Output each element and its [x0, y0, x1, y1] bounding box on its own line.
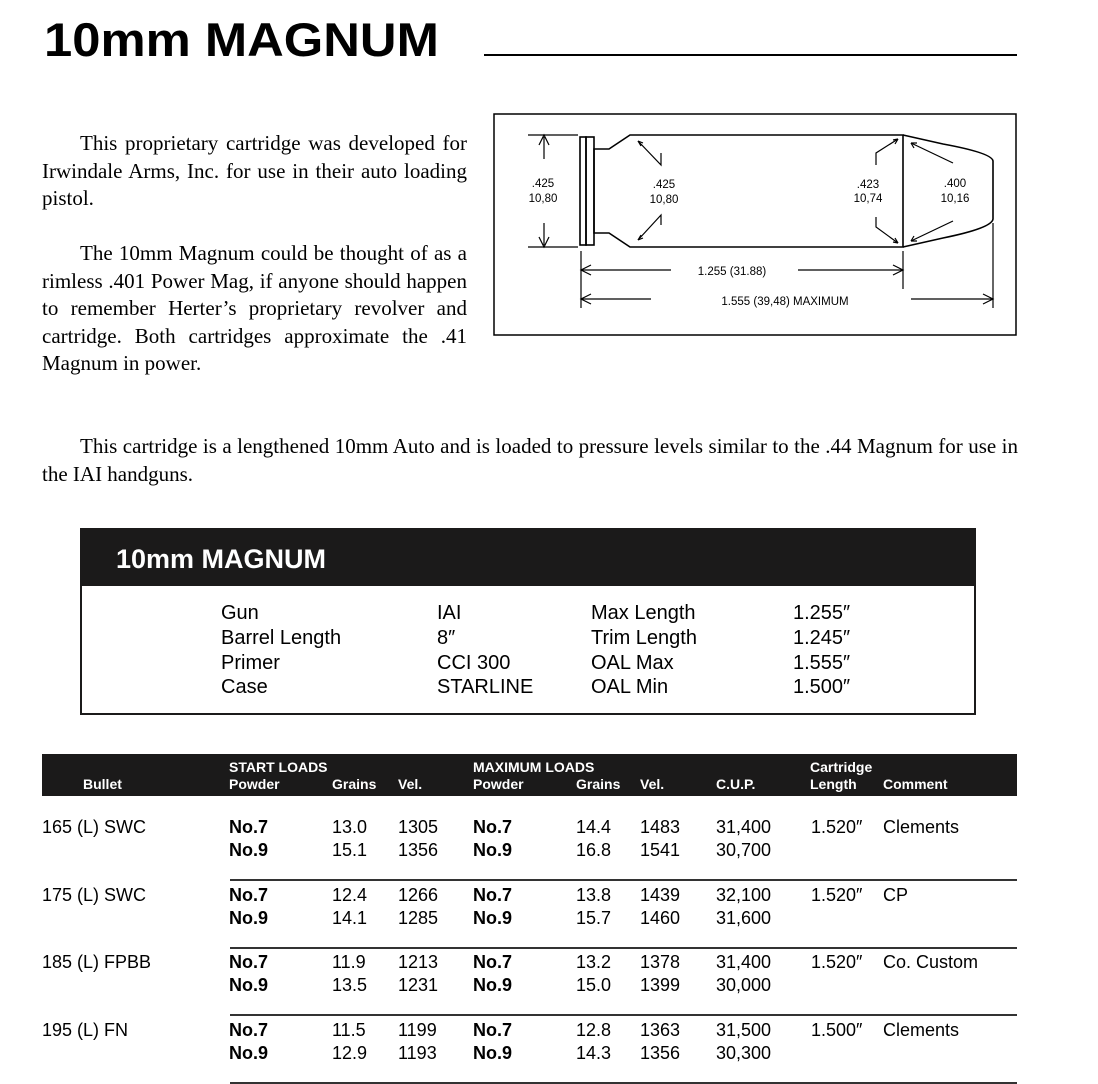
- max-velocity: 1439: [640, 885, 681, 905]
- spec-grid: [82, 602, 974, 701]
- max-velocity: 1378: [640, 952, 681, 972]
- comment: Clements: [883, 817, 960, 837]
- header-max-grains: Grains: [576, 776, 621, 792]
- max-grains: 12.8: [576, 1020, 612, 1040]
- max-velocity: 1541: [640, 840, 681, 860]
- cartridge-length: 1.520″: [811, 885, 863, 905]
- start-velocity: 1213: [398, 952, 439, 972]
- base-diameter-mm: 10,80: [649, 194, 679, 206]
- spec-row: [82, 676, 974, 701]
- max-grains: 13.8: [576, 885, 612, 905]
- start-powder: No.7: [229, 952, 269, 972]
- header-maximum-loads: MAXIMUM LOADS: [473, 759, 595, 775]
- mouth-dimension: [876, 139, 898, 243]
- cup-pressure: 31,500: [716, 1020, 772, 1040]
- start-velocity: 1266: [398, 885, 439, 905]
- spec-label: OAL Max: [591, 651, 674, 674]
- spec-label: Trim Length: [591, 626, 697, 649]
- start-grains: 11.9: [332, 952, 366, 972]
- header-cup: C.U.P.: [716, 776, 756, 792]
- header-max-powder: Powder: [473, 776, 524, 792]
- header-start-vel: Vel.: [398, 776, 423, 792]
- max-grains: 15.0: [576, 975, 612, 995]
- max-velocity: 1356: [640, 1043, 681, 1063]
- spec-value: 1.245″: [793, 626, 851, 649]
- base-diameter-inch: .425: [652, 179, 676, 191]
- cup-pressure: 32,100: [716, 885, 772, 905]
- load-group: [42, 1016, 1017, 1084]
- spec-label: Gun: [221, 602, 259, 624]
- max-velocity: 1363: [640, 1020, 681, 1040]
- max-powder: No.9: [473, 975, 513, 995]
- load-group: [42, 813, 1017, 881]
- header-start-grains: Grains: [332, 776, 377, 792]
- cartridge-outline: [580, 135, 993, 247]
- max-powder: No.7: [473, 1020, 513, 1040]
- max-powder: No.9: [473, 1043, 513, 1063]
- start-velocity: 1285: [398, 908, 439, 928]
- start-powder: No.7: [229, 1020, 269, 1040]
- spec-value: 1.255″: [793, 602, 851, 624]
- max-powder: No.7: [473, 885, 513, 905]
- start-powder: No.9: [229, 908, 269, 928]
- start-grains: 12.4: [332, 885, 368, 905]
- start-grains: 14.1: [332, 908, 368, 928]
- max-grains: 16.8: [576, 840, 612, 860]
- start-grains: 13.0: [332, 817, 368, 837]
- start-velocity: 1193: [398, 1043, 437, 1063]
- rim-diameter-inch: .425: [531, 178, 555, 190]
- bullet-name: 165 (L) SWC: [42, 817, 147, 837]
- start-velocity: 1231: [398, 975, 439, 995]
- comment: CP: [883, 885, 909, 905]
- max-powder: No.9: [473, 840, 513, 860]
- header-bullet: Bullet: [83, 776, 122, 792]
- spec-value: 1.500″: [793, 676, 851, 699]
- start-velocity: 1199: [398, 1020, 437, 1040]
- oal-label: 1.555 (39,48) MAXIMUM: [721, 296, 849, 308]
- spec-label: Barrel Length: [221, 626, 342, 649]
- bullet-diameter-inch: .400: [943, 178, 967, 190]
- mouth-diameter-mm: 10,74: [853, 193, 883, 205]
- max-grains: 14.4: [576, 817, 612, 837]
- pressure-paragraph: This cartridge is a lengthened 10mm Auto and is loaded to pressure levels similar to the .44 Magnum for use in the IAI handguns.: [42, 434, 1018, 486]
- start-grains: 11.5: [332, 1020, 366, 1040]
- rim-dimension: [528, 135, 578, 247]
- spec-value: 8″: [437, 626, 456, 649]
- cartridge-drawing: [493, 113, 1017, 336]
- bullet-diameter-mm: 10,16: [940, 193, 970, 205]
- cup-pressure: 31,600: [716, 908, 772, 928]
- loads-table-header: [42, 754, 1017, 796]
- header-cartridge: Cartridge: [810, 759, 873, 775]
- cup-pressure: 31,400: [716, 952, 772, 972]
- comparison-paragraph: The 10mm Magnum could be thought of as a rimless .401 Power Mag, if anyone should happen to remember Herter’s proprietary revolver and cartridge. Both cartridges approximate the .41 Magnum in power.: [42, 241, 467, 375]
- rim-diameter-mm: 10,80: [528, 193, 558, 205]
- max-velocity: 1483: [640, 817, 681, 837]
- spec-row: [82, 627, 974, 652]
- cartridge-length: 1.520″: [811, 952, 863, 972]
- mouth-diameter-inch: .423: [856, 179, 880, 191]
- bullet-name: 185 (L) FPBB: [42, 952, 152, 972]
- max-velocity: 1460: [640, 908, 681, 928]
- max-grains: 13.2: [576, 952, 612, 972]
- intro-paragraph: This proprietary cartridge was developed for Irwindale Arms, Inc. for use in their auto loading pistol.: [42, 131, 467, 210]
- comment: Clements: [883, 1020, 960, 1040]
- max-grains: 14.3: [576, 1043, 612, 1063]
- page-title: 10mm MAGNUM: [44, 13, 439, 66]
- bullet-name: 195 (L) FN: [42, 1020, 129, 1040]
- case-length-label: 1.255 (31.88): [697, 266, 767, 278]
- start-powder: No.9: [229, 975, 269, 995]
- header-start-loads: START LOADS: [229, 759, 328, 775]
- load-group: [42, 948, 1017, 1016]
- start-powder: No.9: [229, 840, 269, 860]
- bullet-name: 175 (L) SWC: [42, 885, 147, 905]
- spec-label: Max Length: [591, 602, 696, 624]
- spec-label: Case: [221, 676, 268, 699]
- cartridge-length: 1.500″: [811, 1020, 863, 1040]
- start-grains: 15.1: [332, 840, 368, 860]
- header-comment: Comment: [883, 776, 948, 792]
- comment: Co. Custom: [883, 952, 979, 972]
- spec-value: CCI 300: [437, 651, 511, 674]
- start-grains: 13.5: [332, 975, 368, 995]
- cup-pressure: 30,000: [716, 975, 772, 995]
- cup-pressure: 30,700: [716, 840, 772, 860]
- start-powder: No.7: [229, 885, 269, 905]
- header-length: Length: [810, 776, 857, 792]
- max-grains: 15.7: [576, 908, 612, 928]
- cartridge-length: 1.520″: [811, 817, 863, 837]
- header-start-powder: Powder: [229, 776, 280, 792]
- spec-label: Primer: [221, 651, 280, 674]
- max-powder: No.9: [473, 908, 513, 928]
- spec-title: 10mm MAGNUM: [82, 530, 974, 586]
- start-powder: No.9: [229, 1043, 269, 1063]
- max-powder: No.7: [473, 952, 513, 972]
- spec-row: [82, 602, 974, 627]
- spec-value: IAI: [437, 602, 462, 624]
- load-spec-box: [80, 528, 976, 715]
- spec-value: STARLINE: [437, 676, 534, 699]
- cup-pressure: 30,300: [716, 1043, 772, 1063]
- spec-label: OAL Min: [591, 676, 669, 699]
- load-group: [42, 881, 1017, 949]
- start-velocity: 1305: [398, 817, 439, 837]
- header-max-vel: Vel.: [640, 776, 665, 792]
- start-grains: 12.9: [332, 1043, 368, 1063]
- cartridge-diagram: [493, 113, 1017, 336]
- start-velocity: 1356: [398, 840, 439, 860]
- start-powder: No.7: [229, 817, 269, 837]
- spec-row: [82, 652, 974, 677]
- cup-pressure: 31,400: [716, 817, 772, 837]
- spec-value: 1.555″: [793, 651, 851, 674]
- max-velocity: 1399: [640, 975, 681, 995]
- bullet-dimension: [911, 143, 953, 241]
- max-powder: No.7: [473, 817, 513, 837]
- title-rule: [484, 54, 1017, 56]
